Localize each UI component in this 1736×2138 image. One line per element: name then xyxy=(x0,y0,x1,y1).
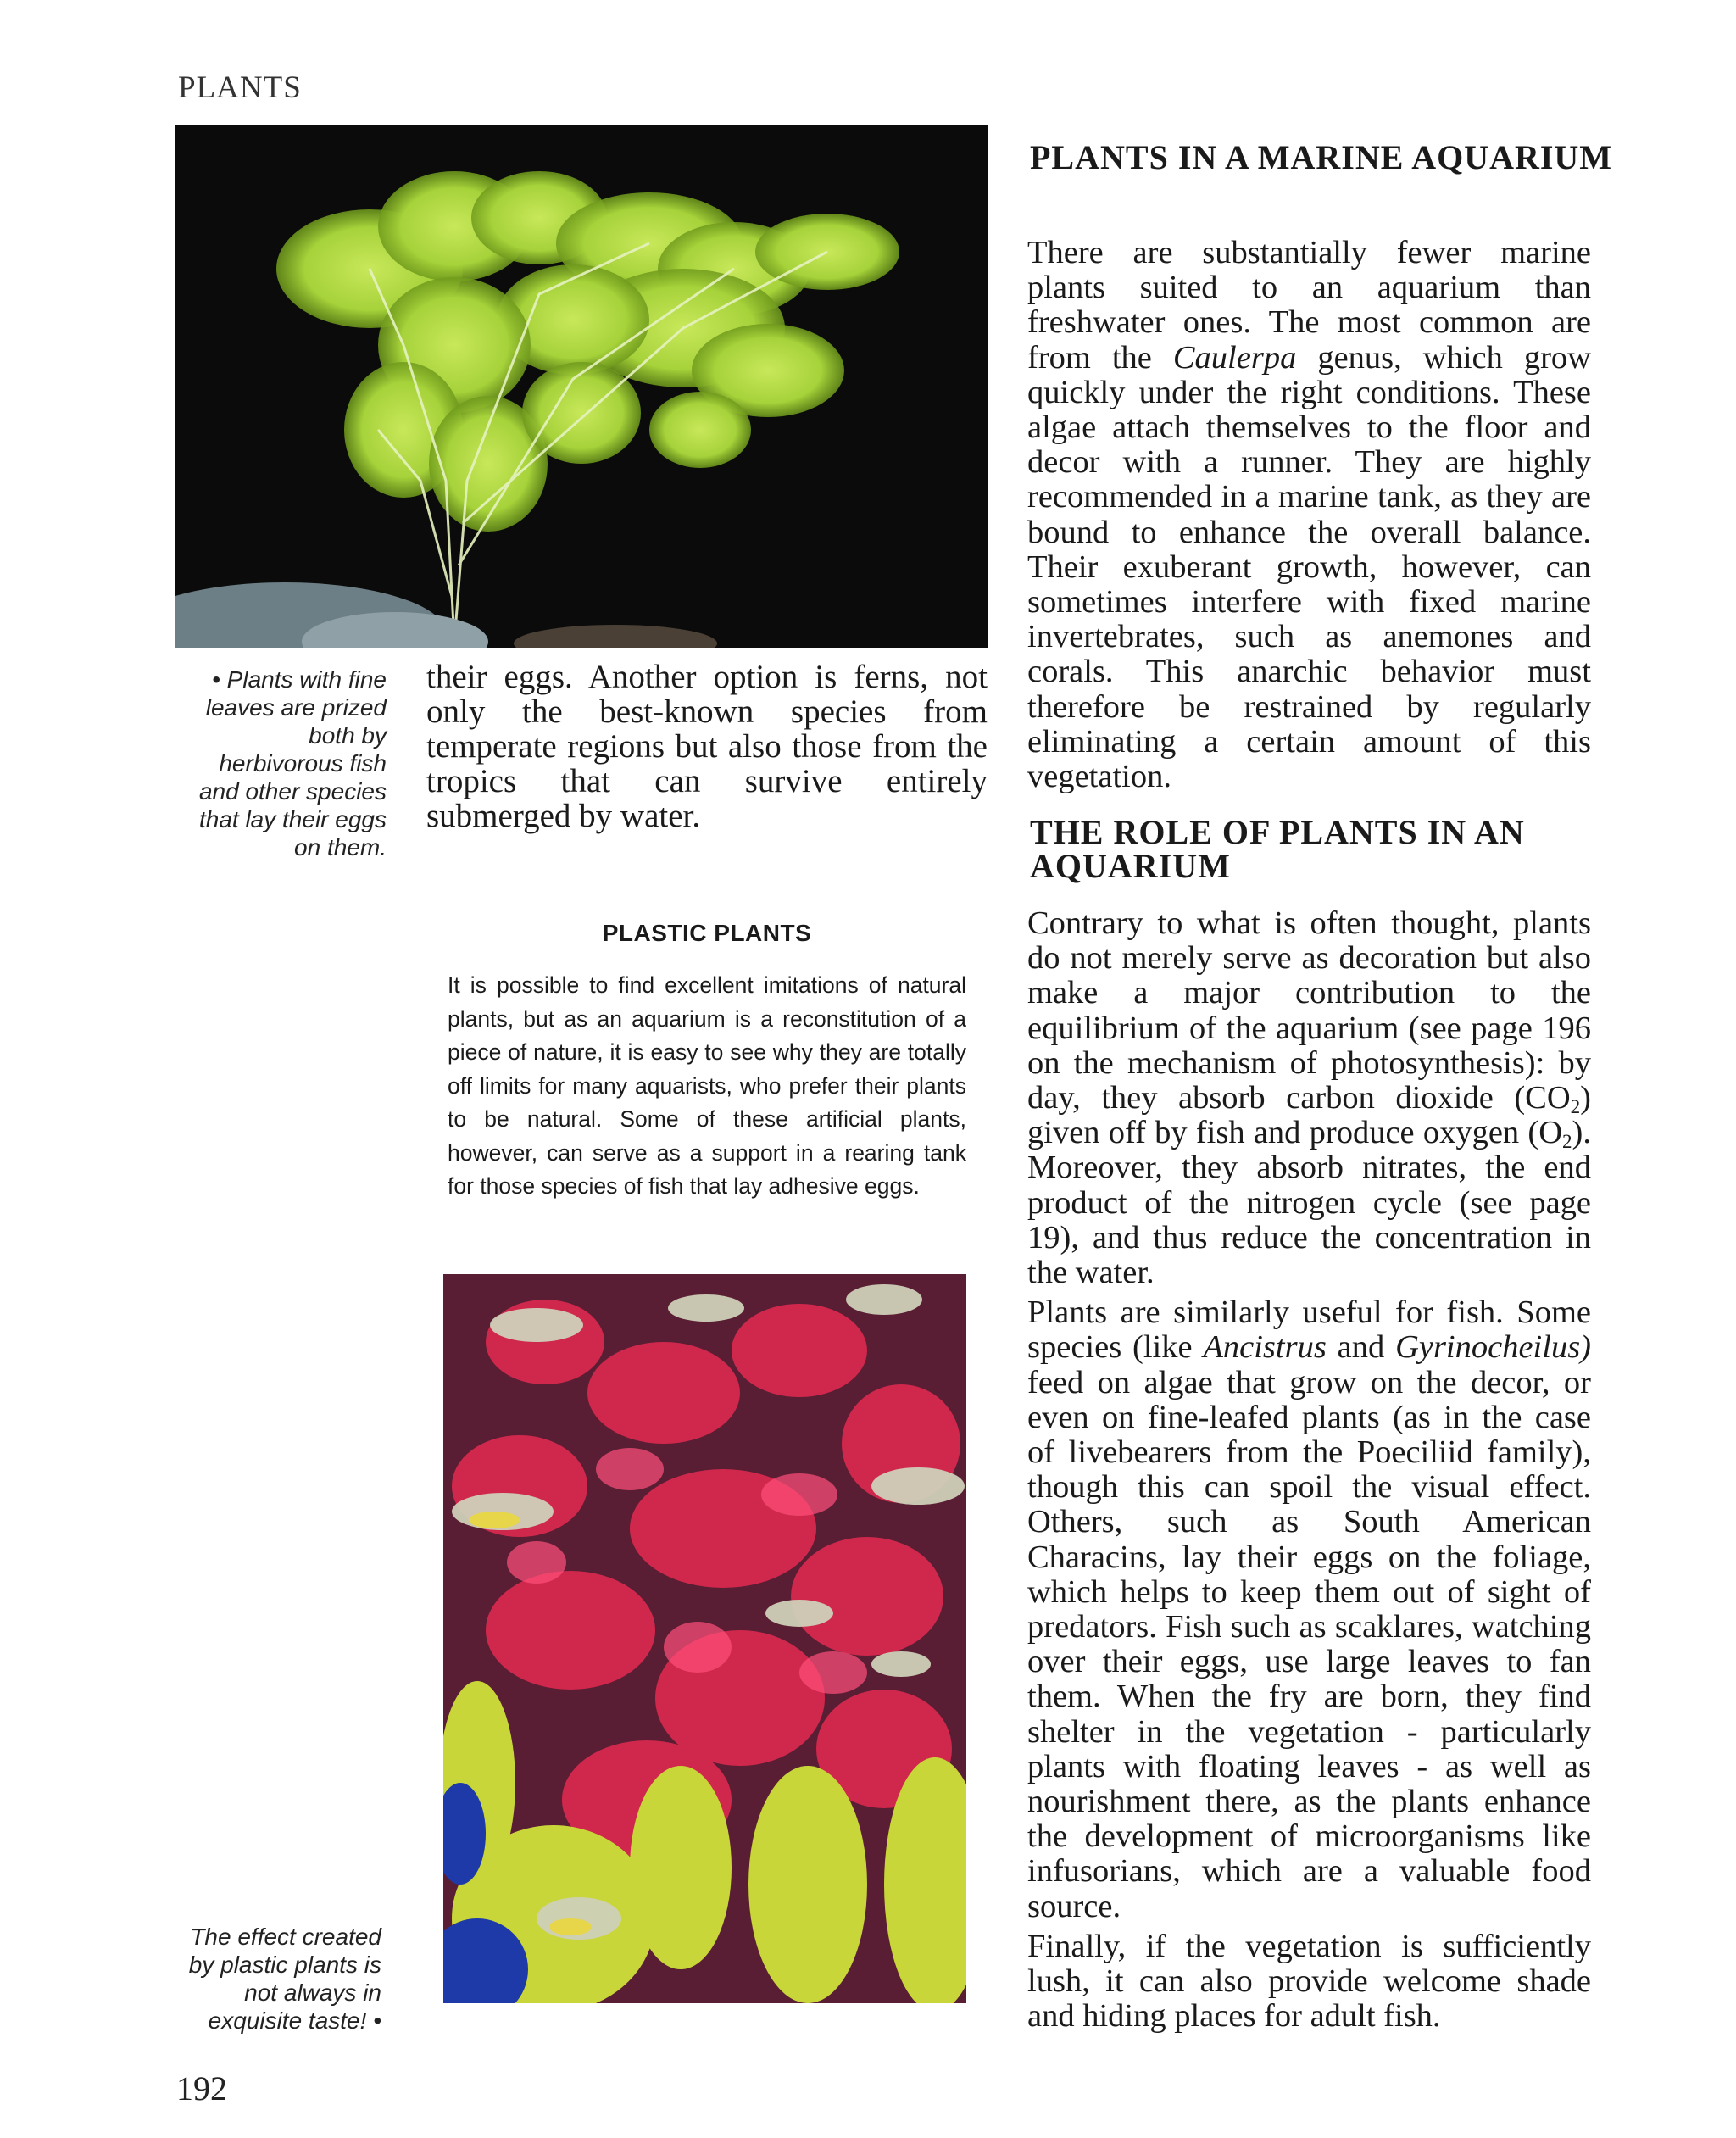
role-paragraph-2: Plants are similarly useful for fish. Some species (like Ancistrus and Gyrinocheilus) feed on algae that grow on the decor, or even on fine-leafed plants (as in the case of livebearers from the Poeciliid family), though this can spoil the visual effect. Others, such as South American Characins, lay their eggs on the foliage, which helps to keep them out of sight of predators. Fish such as scaklares, watching over their eggs, use large leaves to fan them. When the fry are born, they find shelter in the vegetation - particularly plants with floating leaves - as well as nourishment there, as the plants enhance the development of microorganisms like infusorians, which are a valuable food source. xyxy=(1027,1294,1592,1924)
role-paragraph-3: Finally, if the vegetation is sufficiently lush, it can also provide welcome shade and hiding places for adult fish. xyxy=(1027,1928,1591,2035)
fine-leaved-plant-photo xyxy=(175,125,988,648)
plastic-plants-photo xyxy=(443,1274,966,2003)
page-number: 192 xyxy=(176,2069,227,2107)
marine-plants-text xyxy=(1027,236,1591,799)
continued-paragraph: their eggs. Another option is ferns, not only the best-known species from temperate regions but also those from the tropics that can survive entirely submerged by water. xyxy=(426,659,988,834)
genus-gyrinocheilus: Gyrinocheilus) xyxy=(1395,1329,1592,1366)
bottom-photo-caption: The effect created by plastic plants is not always in exquisite taste! • xyxy=(188,1924,381,2034)
marine-paragraph: There are substantially fewer marine plants suited to an aquarium than freshwater ones. The most common are from the Caulerpa genus, which grow quickly under the right conditions. These algae attach themselves to the floor and decor with a runner. They are highly recommended in a marine tank, as they are bound to enhance the overall balance. Their exuberant growth, however, can sometimes interfere with fixed marine invertebrates, such as anemones and corals. This anarchic behavior must therefore be restrained by regularly eliminating a certain amount of this vegetation. xyxy=(1027,235,1591,795)
plastic-plants-body: It is possible to find excellent imitations of natural plants, but as an aquarium is a reconstitution of a piece of nature, it is easy to see why they are totally off limits for many aquarists, who prefer their plants to be natural. Some of these artificial plants, however, can serve as a support in a rearing tank for those species of fish that lay adhesive eggs. xyxy=(448,972,966,1199)
genus-caulerpa: Caulerpa xyxy=(1172,339,1297,376)
role-paragraph-1: Contrary to what is often thought, plants do not merely serve as decoration but also make a major contribution to the equilibrium of the aquarium (see page 196 on the mechanism of photosynthesis): by day, they absorb carbon dioxide $(CO_2)$ given off by fish and produce oxygen $(O_2)$. Moreover, they absorb nitrates, the end product of the nitrogen cycle (see page 19), and thus reduce the concentration in the water. xyxy=(1027,905,1591,1291)
role-of-plants-heading: THE ROLE OF PLANTS IN AN AQUARIUM xyxy=(1030,813,1525,885)
top-photo-caption: • Plants with fine leaves are prized both by herbivorous fish and other species that lay their eggs on them. xyxy=(198,666,387,860)
running-head: PLANTS xyxy=(178,70,302,105)
plastic-plants-heading: PLASTIC PLANTS xyxy=(602,920,812,946)
role-of-plants-text xyxy=(1027,906,1591,2040)
genus-ancistrus: Ancistrus xyxy=(1203,1329,1327,1366)
marine-plants-heading: PLANTS IN A MARINE AQUARIUM xyxy=(1030,138,1613,176)
